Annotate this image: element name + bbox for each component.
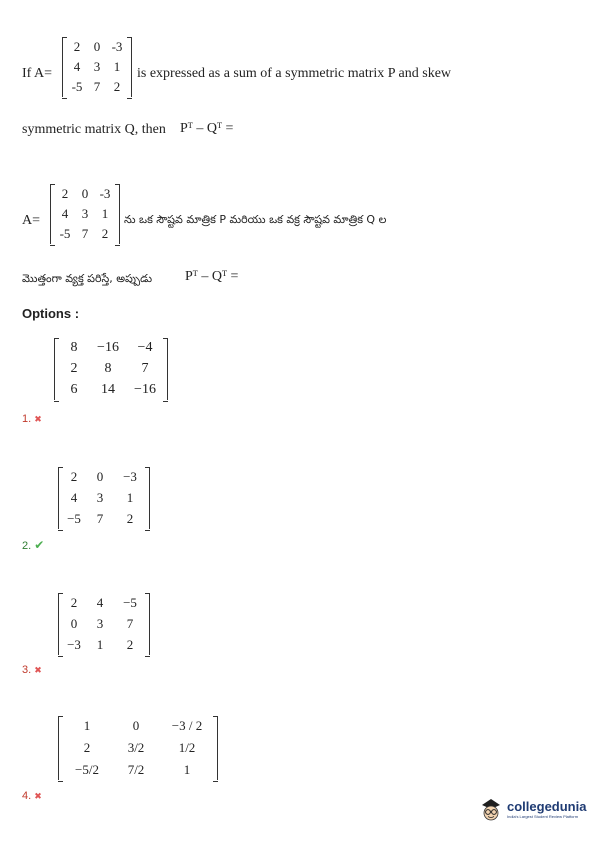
logo-name: collegedunia xyxy=(507,799,587,814)
matrix-cell: 3 xyxy=(93,59,101,74)
matrix-cell: 8 xyxy=(104,361,112,376)
matrix-cell: 0 xyxy=(132,718,140,733)
logo-tagline: India's Largest Student Review Platform xyxy=(507,814,579,819)
matrix-cell: 0 xyxy=(96,469,104,484)
options-label: Options : xyxy=(22,306,80,321)
matrix-cell: 3/2 xyxy=(127,740,145,755)
question-te-prefix: A= xyxy=(22,213,41,228)
matrix-cell: 1 xyxy=(113,59,121,74)
option-3-number[interactable]: 3. ✖ xyxy=(22,664,42,676)
matrix-cell: 14 xyxy=(101,382,115,397)
matrix-cell: 2 xyxy=(70,469,78,484)
matrix-cell: 7 xyxy=(126,616,134,631)
question-line2: symmetric matrix Q, then xyxy=(22,122,166,137)
question-te-suffix: ను ఒక సౌష్టవ మాత్రిక P మరియు ఒక వక్ర సౌష్టవ మాత్రిక Q ల xyxy=(124,213,387,226)
matrix-cell: 7 xyxy=(93,79,101,94)
matrix-cell: -5 xyxy=(71,79,83,94)
matrix-cell: −3 xyxy=(123,469,137,484)
matrix-cell: 1 xyxy=(183,762,191,777)
wrong-icon: ✖ xyxy=(34,665,42,675)
matrix-cell: 8 xyxy=(70,340,78,355)
matrix-cell: 2 xyxy=(70,595,78,610)
matrix-cell: 1/2 xyxy=(178,740,196,755)
matrix-cell: 2 xyxy=(61,186,69,201)
matrix-cell: 2 xyxy=(70,361,78,376)
matrix-cell: −3 / 2 xyxy=(171,718,203,733)
matrix-cell: −16 xyxy=(134,382,156,397)
option-3-matrix[interactable] xyxy=(58,593,150,655)
wrong-icon: ✖ xyxy=(34,791,42,801)
question-suffix: is expressed as a sum of a symmetric matrix P and skew xyxy=(137,66,452,81)
matrix-cell: 4 xyxy=(61,206,69,221)
matrix-cell: 1 xyxy=(96,637,104,652)
wrong-icon: ✖ xyxy=(34,414,42,424)
matrix-cell: 2 xyxy=(73,39,81,54)
matrix-cell: 1 xyxy=(126,490,134,505)
question-prefix: If A= xyxy=(22,66,53,81)
matrix-cell: −4 xyxy=(137,340,153,355)
matrix-cell: 3 xyxy=(96,616,104,631)
matrix-cell: 1 xyxy=(83,718,91,733)
option-2-matrix[interactable] xyxy=(58,467,150,529)
matrix-cell: 0 xyxy=(70,616,78,631)
matrix-cell: −5/2 xyxy=(75,762,99,777)
matrix-cell: 0 xyxy=(81,186,89,201)
checkmark-icon: ✔ xyxy=(34,538,45,552)
matrix-cell: 2 xyxy=(113,79,121,94)
matrix-cell: -3 xyxy=(111,39,123,54)
matrix-cell: 7 xyxy=(96,511,104,526)
matrix-cell: 7/2 xyxy=(127,762,145,777)
matrix-cell: -5 xyxy=(59,226,71,241)
matrix-cell: 3 xyxy=(81,206,89,221)
matrix-cell: 7 xyxy=(81,226,89,241)
option-4-matrix[interactable] xyxy=(58,716,218,780)
matrix-cell: 2 xyxy=(126,511,134,526)
matrix-cell: 2 xyxy=(101,226,109,241)
question-expression: Pᵀ – Qᵀ = xyxy=(180,121,234,136)
matrix-cell: 4 xyxy=(70,490,78,505)
option-4-number[interactable]: 4. ✖ xyxy=(22,790,42,802)
matrix-cell: 7 xyxy=(141,361,149,376)
matrix-cell: −5 xyxy=(67,511,81,526)
option-1-matrix[interactable] xyxy=(54,338,168,400)
question-matrix xyxy=(62,37,132,97)
option-2-number[interactable]: 2. ✔ xyxy=(22,538,45,552)
question-te-matrix xyxy=(50,184,120,244)
matrix-cell: -3 xyxy=(99,186,111,201)
matrix-cell: −5 xyxy=(123,595,137,610)
matrix-cell: 4 xyxy=(73,59,81,74)
matrix-cell: 0 xyxy=(93,39,101,54)
matrix-cell: −16 xyxy=(97,340,119,355)
matrix-cell: −3 xyxy=(67,637,81,652)
option-1-number[interactable]: 1. ✖ xyxy=(22,413,42,425)
matrix-cell: 2 xyxy=(83,740,91,755)
collegedunia-logo xyxy=(478,796,586,822)
matrix-cell: 1 xyxy=(101,206,109,221)
matrix-cell: 2 xyxy=(126,637,134,652)
question-te-expression: Pᵀ – Qᵀ = xyxy=(185,269,239,284)
matrix-cell: 4 xyxy=(96,595,104,610)
mascot-icon xyxy=(478,796,504,822)
matrix-cell: 6 xyxy=(70,382,78,397)
question-te-line2: మొత్తంగా వ్యక్త పరిస్తే, అప్పుడు xyxy=(22,272,153,285)
matrix-cell: 3 xyxy=(96,490,104,505)
